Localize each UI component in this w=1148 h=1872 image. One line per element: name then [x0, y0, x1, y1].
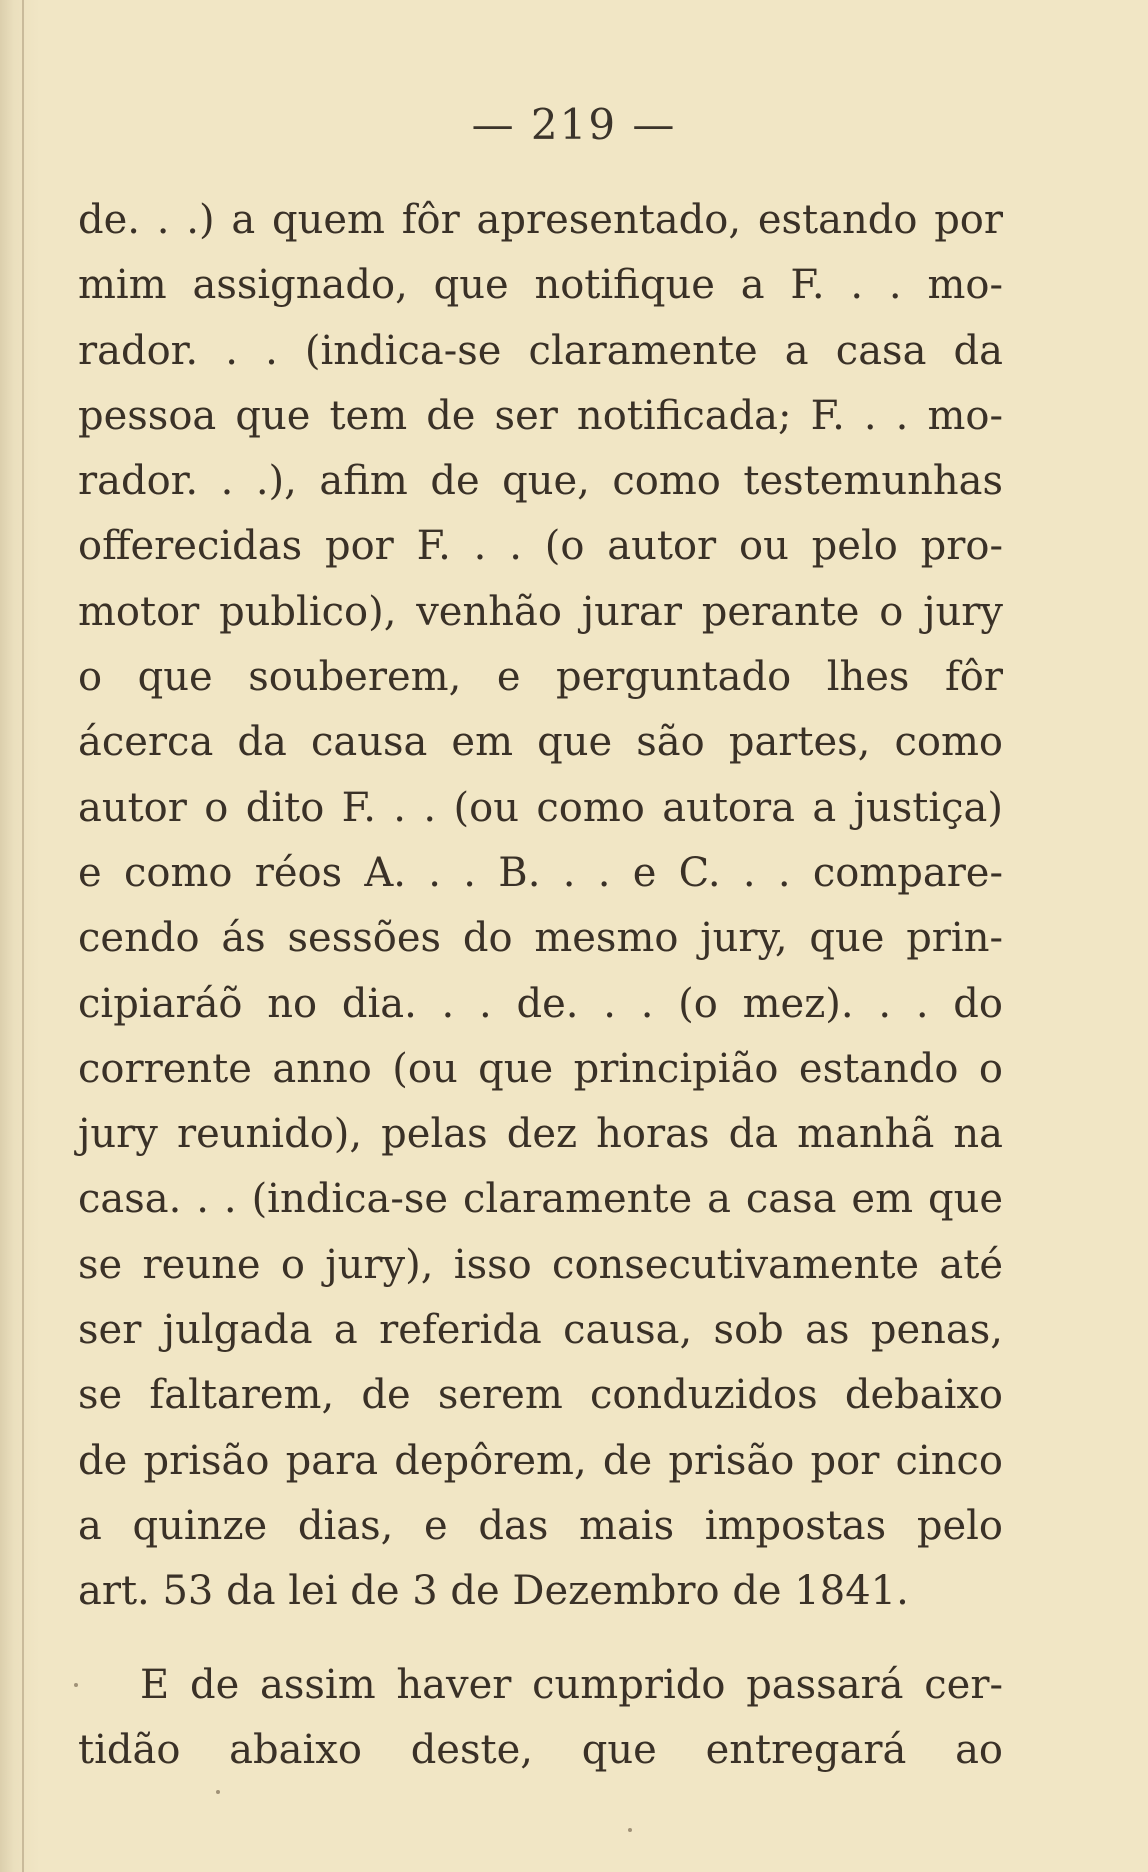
text-line: ácerca da causa em que são partes, como [78, 719, 1003, 766]
text-line: casa. . . (indica-se claramente a casa em que [78, 1176, 1003, 1223]
paper-speck [628, 1828, 632, 1832]
text-line: art. 53 da lei de 3 de Dezembro de 1841. [78, 1568, 909, 1615]
text-line: motor publico), venhão jurar perante o jury [78, 588, 1003, 635]
text-line: cendo ás sessões do mesmo jury, que prin- [78, 915, 1003, 962]
paper-speck [74, 1683, 78, 1687]
text-line: se reune o jury), isso consecutivamente até [78, 1241, 1003, 1288]
text-line: pessoa que tem de ser notificada; F. . . mo- [78, 392, 1003, 439]
text-line: offerecidas por F. . . (o autor ou pelo pro- [78, 523, 1003, 570]
text-line: E de assim haver cumprido passará cer- [140, 1661, 1003, 1708]
text-line: cipiaráõ no dia. . . de. . . (o mez). . . do [78, 980, 1003, 1027]
binding-gutter [22, 0, 24, 1872]
page-body [78, 188, 1003, 1783]
text-line: ser julgada a referida causa, sob as penas, [78, 1307, 1003, 1354]
paper-speck [216, 1790, 220, 1794]
text-line: tidão abaixo deste, que entregará ao [78, 1726, 1003, 1773]
text-line: jury reunido), pelas dez horas da manhã na [78, 1111, 1003, 1158]
text-line: o que souberem, e perguntado lhes fôr [78, 654, 1003, 701]
text-line: de. . .) a quem fôr apresentado, estando por [78, 197, 1003, 243]
text-line: corrente anno (ou que principião estando o [78, 1045, 1003, 1092]
text-line: se faltarem, de serem conduzidos debaixo [78, 1372, 1003, 1419]
text-line: autor o dito F. . . (ou como autora a justiça) [78, 784, 1003, 831]
page-number: — 219 — [471, 100, 677, 149]
text-line: rador. . . (indica-se claramente a casa da [78, 327, 1003, 374]
text-line: rador. . .), afim de que, como testemunhas [78, 458, 1003, 505]
text-line: mim assignado, que notifique a F. . . mo- [78, 262, 1003, 309]
text-line: de prisão para depôrem, de prisão por cinco [78, 1437, 1003, 1484]
text-line: a quinze dias, e das mais impostas pelo [78, 1502, 1003, 1549]
paragraph-gap [78, 1625, 1003, 1653]
text-line: e como réos A. . . B. . . e C. . . compare- [78, 849, 1003, 896]
